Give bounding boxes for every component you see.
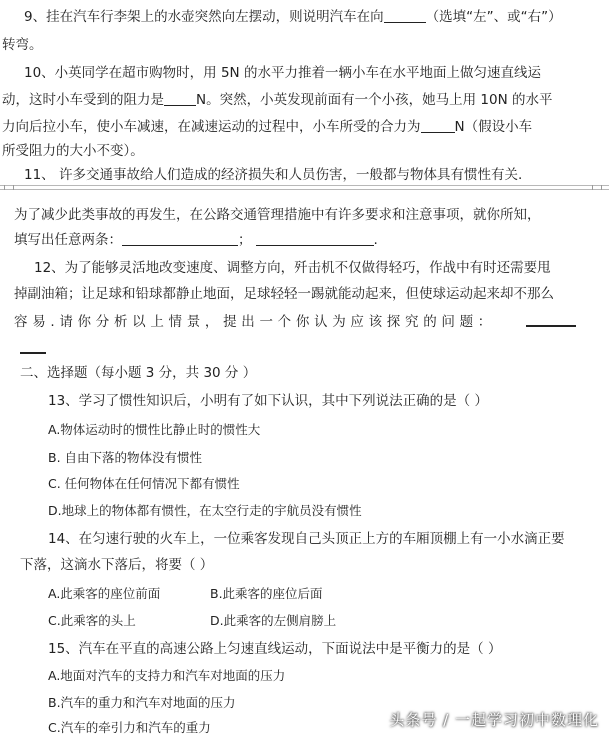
q13-option-a[interactable]: A.物体运动时的惯性比静止时的惯性大	[48, 422, 261, 437]
q12-line-2: 掉副油箱；让足球和铅球都静止地面，足球轻轻一踢就能动起来，但使球运动起来却不那么	[14, 286, 554, 302]
section-2-heading: 二、选择题（每小题 3 分，共 30 分 ）	[20, 365, 257, 381]
q14-option-b[interactable]: B.此乘客的座位后面	[210, 586, 323, 601]
q14-option-a[interactable]: A.此乘客的座位前面	[48, 586, 161, 601]
q10-text-d: N（假设小车	[454, 119, 533, 135]
q10-text-a: 动，这时小车受到的阻力是	[2, 92, 164, 108]
q10-line-2	[2, 91, 552, 109]
q9-line-1	[24, 8, 562, 26]
q11-line-2: 为了减少此类事故的再发生，在公路交通管理措施中有许多要求和注意事项，就你所知，	[14, 207, 541, 223]
q11-text-c: .	[373, 232, 378, 248]
q11-line-3	[14, 231, 378, 249]
q10-answer-blank-1[interactable]	[164, 92, 196, 106]
q13-stem: 13、学习了惯性知识后，小明有了如下认识，其中下列说法正确的是（ ）	[48, 393, 488, 409]
q11-answer-blank-2[interactable]	[256, 232, 374, 246]
q10-line-4: 所受阻力的大小不变）。	[2, 143, 144, 159]
q10-line-3	[2, 118, 532, 136]
q12-line-3: 容 易 . 请 你 分 析 以 上 情 景 ， 提 出 一 个 你 认 为 应 该 探 究 的 问 题 ：	[14, 314, 492, 330]
page-break-divider	[0, 185, 609, 191]
q10-text-c: 力向后拉小车，使小车减速，在减速运动的过程中，小车所受的合力为	[2, 119, 421, 135]
q15-stem: 15、汽车在平直的高速公路上匀速直线运动，下面说法中是平衡力的是（ ）	[48, 641, 502, 657]
q12-answer-blank[interactable]	[526, 325, 576, 327]
q13-option-d[interactable]: D.地球上的物体都有惯性，在太空行走的宇航员没有惯性	[48, 503, 362, 518]
q14-line-2: 下落，这滴水下落后，将要（ ）	[20, 557, 214, 573]
q14-option-c[interactable]: C.此乘客的头上	[48, 613, 136, 628]
q9-answer-blank[interactable]	[384, 9, 426, 23]
q10-line-1: 10、小英同学在超市购物时，用 5N 的水平力推着一辆小车在水平地面上做匀速直线运	[24, 65, 541, 81]
q13-option-b[interactable]: B. 自由下落的物体没有惯性	[48, 450, 203, 465]
q9-line-2: 转弯。	[2, 37, 43, 53]
q12-line-1: 12、为了能够灵活地改变速度、调整方向，歼击机不仅做得轻巧，作战中有时还需要甩	[34, 260, 551, 276]
q14-line-1: 14、在匀速行驶的火车上，一位乘客发现自己头顶正上方的车厢顶棚上有一小水滴正要	[48, 531, 565, 547]
q11-text-a: 填写出任意两条：	[14, 232, 122, 248]
q15-option-a[interactable]: A.地面对汽车的支持力和汽车对地面的压力	[48, 668, 286, 683]
q10-text-b: N。突然，小英发现前面有一个小孩，她马上用 10N 的水平	[196, 92, 553, 108]
q12-answer-blank-continued[interactable]	[20, 352, 46, 354]
q9-text-b: （选填“左”、或“右”）	[425, 9, 562, 25]
q15-option-c[interactable]: C.汽车的牵引力和汽车的重力	[48, 720, 211, 735]
q10-answer-blank-2[interactable]	[421, 119, 455, 133]
watermark: 头条号 / 一起学习初中数理化	[389, 711, 599, 729]
q14-option-d[interactable]: D.此乘客的左侧肩膀上	[210, 613, 337, 628]
q13-option-c[interactable]: C. 任何物体在任何情况下都有惯性	[48, 476, 240, 491]
q15-option-b[interactable]: B.汽车的重力和汽车对地面的压力	[48, 695, 236, 710]
q9-text-a: 9、挂在汽车行李架上的水壶突然向左摆动，则说明汽车在向	[24, 9, 384, 25]
q11-line-1: 11、 许多交通事故给人们造成的经济损失和人员伤害，一般都与物体具有惯性有关.	[24, 167, 523, 183]
q11-text-b: ；	[238, 232, 252, 248]
q11-answer-blank-1[interactable]	[122, 232, 238, 246]
